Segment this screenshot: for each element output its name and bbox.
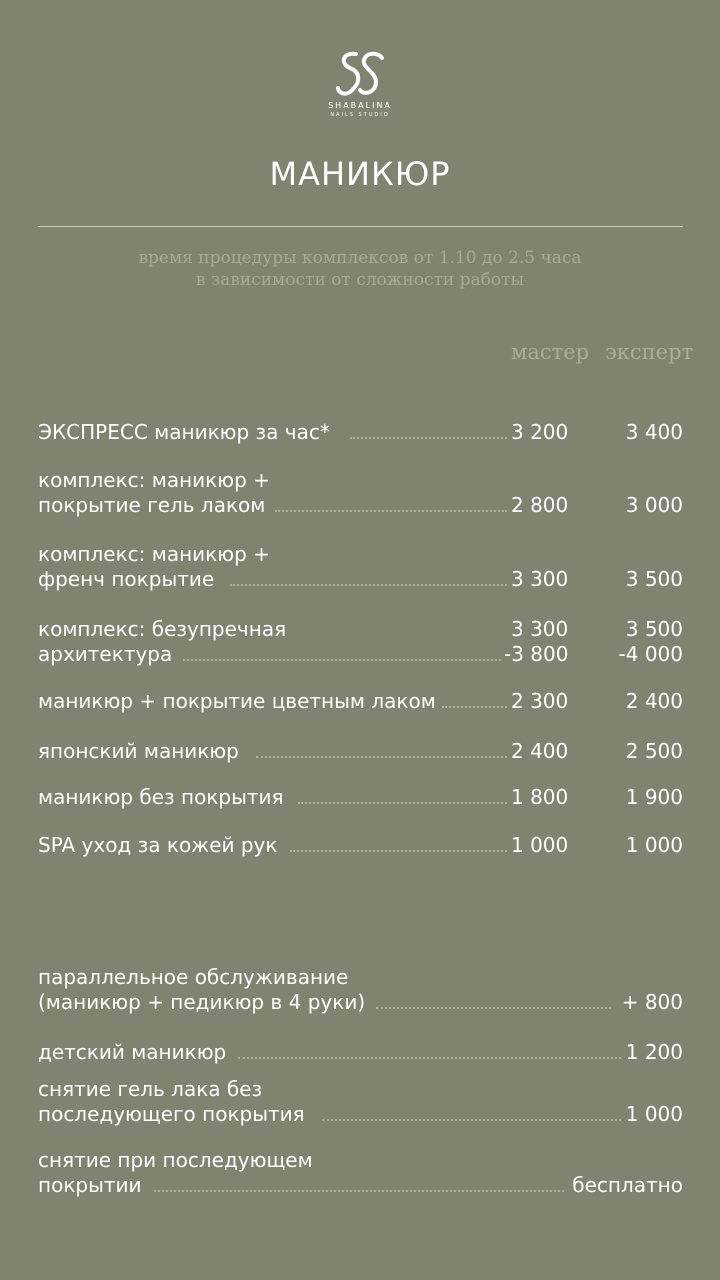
price-expert-to: -4 000 — [618, 642, 683, 666]
service-label: маникюр без покрытия — [38, 785, 284, 809]
price-expert-from: 3 500 — [625, 617, 683, 641]
divider — [38, 226, 683, 227]
service-row-architecture — [38, 617, 683, 667]
price-expert: 1 900 — [625, 785, 683, 809]
price-expert: 1 000 — [625, 833, 683, 857]
price: 1 000 — [625, 1102, 683, 1126]
price-expert: 3 400 — [625, 420, 683, 444]
dot-leader — [238, 1057, 621, 1059]
extra-label: (маникюр + педикюр в 4 руки) — [38, 990, 366, 1014]
dot-leader — [350, 437, 507, 439]
extra-label: последующего покрытия — [38, 1102, 305, 1126]
service-row-express — [38, 420, 683, 445]
extra-row-removal — [38, 1077, 683, 1127]
price: + 800 — [621, 990, 683, 1014]
service-label: маникюр + покрытие цветным лаком — [38, 689, 436, 713]
extra-label: снятие при последующем — [38, 1148, 313, 1172]
extra-row-parallel — [38, 965, 683, 1015]
price-master: 2 400 — [511, 739, 569, 763]
extra-label: детский маникюр — [38, 1040, 227, 1064]
service-row-color — [38, 689, 683, 714]
dot-leader — [275, 510, 507, 512]
dot-leader — [298, 802, 507, 804]
price: 1 200 — [625, 1040, 683, 1064]
service-row-japanese — [38, 739, 683, 764]
price: бесплатно — [572, 1173, 683, 1197]
dot-leader — [230, 584, 507, 586]
price-master-to: -3 800 — [504, 642, 569, 666]
service-row-french — [38, 542, 683, 592]
brand-name: SHABALINA — [328, 101, 392, 110]
extra-row-kids — [38, 1040, 683, 1065]
column-header-expert: эксперт — [605, 340, 694, 364]
service-row-gel — [38, 468, 683, 518]
price-master: 1 000 — [511, 833, 569, 857]
duration-note-line-2: в зависимости от сложности работы — [195, 270, 525, 290]
service-label: комплекс: маникюр + — [38, 468, 270, 492]
service-label: японский маникюр — [38, 739, 239, 763]
service-label: комплекс: маникюр + — [38, 542, 270, 566]
dot-leader — [322, 1119, 621, 1121]
extra-label: параллельное обслуживание — [38, 965, 349, 989]
dot-leader — [154, 1190, 564, 1192]
price-expert: 2 500 — [625, 739, 683, 763]
column-header-master: мастер — [511, 340, 590, 364]
service-row-spa — [38, 833, 683, 858]
brand-subtitle: NAILS STUDIO — [330, 112, 390, 118]
extra-label: покрытии — [38, 1173, 142, 1197]
price-expert: 2 400 — [625, 689, 683, 713]
page-title: МАНИКЮР — [269, 155, 451, 193]
service-label: SPA уход за кожей рук — [38, 833, 278, 857]
dot-leader — [256, 756, 507, 758]
price-expert: 3 000 — [625, 493, 683, 517]
duration-note-line-1: время процедуры комплексов от 1.10 до 2.5 часа — [138, 248, 582, 268]
extra-row-removal-free — [38, 1148, 683, 1198]
service-label: покрытие гель лаком — [38, 493, 266, 517]
studio-logo — [0, 48, 720, 102]
service-label: ЭКСПРЕСС маникюр за час* — [38, 420, 330, 444]
price-master: 2 300 — [511, 689, 569, 713]
dot-leader — [183, 659, 501, 661]
price-master: 3 300 — [511, 567, 569, 591]
dot-leader — [290, 850, 507, 852]
service-label: френч покрытие — [38, 567, 215, 591]
price-master: 2 800 — [511, 493, 569, 517]
price-expert: 3 500 — [625, 567, 683, 591]
extra-label: снятие гель лака без — [38, 1077, 263, 1101]
ss-monogram-icon — [332, 48, 388, 98]
service-label: комплекс: безупречная — [38, 617, 287, 641]
price-master: 1 800 — [511, 785, 569, 809]
price-master-from: 3 300 — [511, 617, 569, 641]
service-row-no-coating — [38, 785, 683, 810]
dot-leader — [376, 1007, 611, 1009]
service-label: архитектура — [38, 642, 173, 666]
dot-leader — [442, 706, 507, 708]
price-master: 3 200 — [511, 420, 569, 444]
